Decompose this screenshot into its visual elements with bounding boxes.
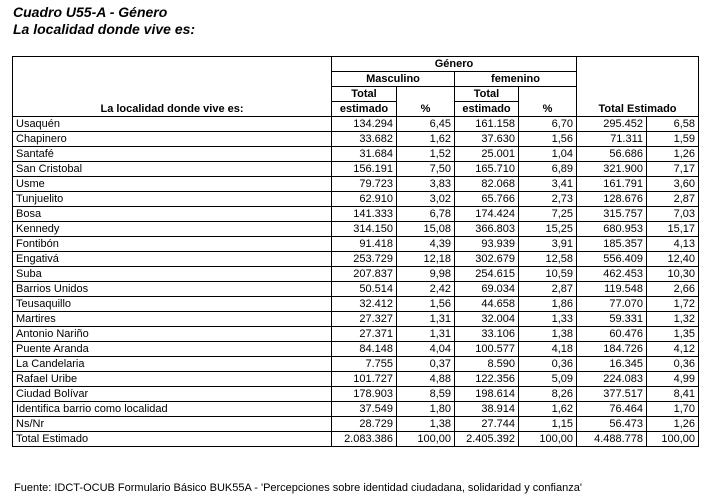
masc-pct-cell: 1,80 bbox=[397, 402, 455, 417]
locality-cell: Antonio Nariño bbox=[13, 327, 332, 342]
total-pct-cell: 12,40 bbox=[647, 252, 699, 267]
fem-pct-cell: 6,70 bbox=[519, 117, 577, 132]
masc-total-cell: 7.755 bbox=[332, 357, 397, 372]
fem-total-cell: 254.615 bbox=[455, 267, 519, 282]
total-pct-cell: 8,41 bbox=[647, 387, 699, 402]
fem-total-cell: 33.106 bbox=[455, 327, 519, 342]
total-pct-cell: 1,32 bbox=[647, 312, 699, 327]
table-row bbox=[13, 327, 699, 342]
fem-total-cell: 69.034 bbox=[455, 282, 519, 297]
masc-pct-cell: 1,62 bbox=[397, 132, 455, 147]
locality-cell: Teusaquillo bbox=[13, 297, 332, 312]
table-row bbox=[13, 237, 699, 252]
total-pct-cell: 1,26 bbox=[647, 417, 699, 432]
fem-pct-cell: 5,09 bbox=[519, 372, 577, 387]
total-pct-cell: 1,35 bbox=[647, 327, 699, 342]
masc-total-cell: 84.148 bbox=[332, 342, 397, 357]
fem-total-header-line1: Total bbox=[455, 87, 519, 102]
total-pct-cell: 1,59 bbox=[647, 132, 699, 147]
total-cell: 224.083 bbox=[577, 372, 647, 387]
masc-pct-cell: 4,88 bbox=[397, 372, 455, 387]
table-row bbox=[13, 282, 699, 297]
total-pct-cell: 4,99 bbox=[647, 372, 699, 387]
table-row bbox=[13, 147, 699, 162]
table-row bbox=[13, 207, 699, 222]
fem-pct-cell: 1,38 bbox=[519, 327, 577, 342]
total-pct-cell: 100,00 bbox=[647, 432, 699, 447]
fem-pct-cell: 1,86 bbox=[519, 297, 577, 312]
table-row bbox=[13, 342, 699, 357]
masc-pct-cell: 15,08 bbox=[397, 222, 455, 237]
masc-pct-cell: 1,56 bbox=[397, 297, 455, 312]
fem-total-cell: 122.356 bbox=[455, 372, 519, 387]
total-cell: 77.070 bbox=[577, 297, 647, 312]
masc-pct-cell: 1,31 bbox=[397, 327, 455, 342]
locality-cell: Total Estimado bbox=[13, 432, 332, 447]
total-cell: 76.464 bbox=[577, 402, 647, 417]
fem-total-cell: 366.803 bbox=[455, 222, 519, 237]
locality-cell: Bosa bbox=[13, 207, 332, 222]
total-cell: 556.409 bbox=[577, 252, 647, 267]
masc-total-cell: 50.514 bbox=[332, 282, 397, 297]
total-estimado-header: Total Estimado bbox=[577, 57, 699, 117]
data-table bbox=[12, 56, 699, 447]
table-row bbox=[13, 117, 699, 132]
total-cell: 56.686 bbox=[577, 147, 647, 162]
total-cell: 4.488.778 bbox=[577, 432, 647, 447]
total-cell: 377.517 bbox=[577, 387, 647, 402]
total-pct-cell: 15,17 bbox=[647, 222, 699, 237]
fem-total-cell: 100.577 bbox=[455, 342, 519, 357]
masc-total-cell: 79.723 bbox=[332, 177, 397, 192]
fem-total-cell: 198.614 bbox=[455, 387, 519, 402]
fem-pct-cell: 2,87 bbox=[519, 282, 577, 297]
table-row bbox=[13, 357, 699, 372]
fem-pct-cell: 4,18 bbox=[519, 342, 577, 357]
masc-total-cell: 314.150 bbox=[332, 222, 397, 237]
table-row bbox=[13, 177, 699, 192]
masc-pct-cell: 7,50 bbox=[397, 162, 455, 177]
fem-pct-cell: 1,56 bbox=[519, 132, 577, 147]
locality-cell: Usaquén bbox=[13, 117, 332, 132]
total-pct-cell: 2,87 bbox=[647, 192, 699, 207]
locality-cell: Puente Aranda bbox=[13, 342, 332, 357]
total-pct-cell: 0,36 bbox=[647, 357, 699, 372]
masc-total-cell: 134.294 bbox=[332, 117, 397, 132]
fem-pct-cell: 3,91 bbox=[519, 237, 577, 252]
fem-pct-cell: 1,04 bbox=[519, 147, 577, 162]
total-cell: 119.548 bbox=[577, 282, 647, 297]
total-pct-cell: 7,03 bbox=[647, 207, 699, 222]
table-row bbox=[13, 432, 699, 447]
total-cell: 184.726 bbox=[577, 342, 647, 357]
total-cell: 321.900 bbox=[577, 162, 647, 177]
fem-total-cell: 27.744 bbox=[455, 417, 519, 432]
total-pct-cell: 4,12 bbox=[647, 342, 699, 357]
fem-total-cell: 174.424 bbox=[455, 207, 519, 222]
fem-pct-cell: 10,59 bbox=[519, 267, 577, 282]
genero-header: Género bbox=[332, 57, 577, 72]
masc-total-cell: 27.371 bbox=[332, 327, 397, 342]
locality-cell: Suba bbox=[13, 267, 332, 282]
fem-pct-cell: 2,73 bbox=[519, 192, 577, 207]
total-cell: 315.757 bbox=[577, 207, 647, 222]
fem-total-cell: 93.939 bbox=[455, 237, 519, 252]
total-cell: 185.357 bbox=[577, 237, 647, 252]
fem-pct-cell: 3,41 bbox=[519, 177, 577, 192]
femenino-header: femenino bbox=[455, 72, 577, 87]
total-cell: 680.953 bbox=[577, 222, 647, 237]
masc-pct-cell: 0,37 bbox=[397, 357, 455, 372]
masc-pct-cell: 1,38 bbox=[397, 417, 455, 432]
fem-total-header-line2: estimado bbox=[455, 102, 519, 117]
locality-cell: Rafael Uribe bbox=[13, 372, 332, 387]
masc-pct-cell: 12,18 bbox=[397, 252, 455, 267]
masc-total-cell: 178.903 bbox=[332, 387, 397, 402]
masc-pct-cell: 3,02 bbox=[397, 192, 455, 207]
table-row bbox=[13, 372, 699, 387]
total-pct-cell: 4,13 bbox=[647, 237, 699, 252]
fem-pct-cell: 1,33 bbox=[519, 312, 577, 327]
fem-total-cell: 38.914 bbox=[455, 402, 519, 417]
fem-pct-cell: 15,25 bbox=[519, 222, 577, 237]
table-row bbox=[13, 402, 699, 417]
locality-cell: Kennedy bbox=[13, 222, 332, 237]
fem-total-cell: 25.001 bbox=[455, 147, 519, 162]
table-body bbox=[13, 117, 699, 447]
fem-pct-cell: 1,62 bbox=[519, 402, 577, 417]
locality-cell: Ciudad Bolívar bbox=[13, 387, 332, 402]
locality-cell: Chapinero bbox=[13, 132, 332, 147]
fem-pct-cell: 1,15 bbox=[519, 417, 577, 432]
locality-cell: Fontibón bbox=[13, 237, 332, 252]
fem-pct-cell: 8,26 bbox=[519, 387, 577, 402]
masc-total-cell: 91.418 bbox=[332, 237, 397, 252]
masc-pct-cell: 3,83 bbox=[397, 177, 455, 192]
locality-cell: Usme bbox=[13, 177, 332, 192]
masc-pct-cell: 4,39 bbox=[397, 237, 455, 252]
fem-pct-cell: 6,89 bbox=[519, 162, 577, 177]
locality-cell: San Cristobal bbox=[13, 162, 332, 177]
locality-cell: Santafé bbox=[13, 147, 332, 162]
masc-total-cell: 207.837 bbox=[332, 267, 397, 282]
fem-total-cell: 8.590 bbox=[455, 357, 519, 372]
masc-total-header-line1: Total bbox=[332, 87, 397, 102]
masc-total-cell: 62.910 bbox=[332, 192, 397, 207]
masc-total-cell: 253.729 bbox=[332, 252, 397, 267]
masc-total-cell: 28.729 bbox=[332, 417, 397, 432]
total-pct-cell: 2,66 bbox=[647, 282, 699, 297]
total-cell: 295.452 bbox=[577, 117, 647, 132]
table-title: Cuadro U55-A - Género bbox=[13, 4, 168, 20]
masc-pct-cell: 6,78 bbox=[397, 207, 455, 222]
table-row bbox=[13, 162, 699, 177]
source-note: Fuente: IDCT-OCUB Formulario Básico BUK55A - 'Percepciones sobre identidad ciudadana, solidaridad y confianza' bbox=[14, 482, 582, 494]
masc-total-cell: 32.412 bbox=[332, 297, 397, 312]
masc-pct-header: % bbox=[397, 87, 455, 117]
masc-pct-cell: 100,00 bbox=[397, 432, 455, 447]
fem-pct-cell: 7,25 bbox=[519, 207, 577, 222]
locality-cell: Identifica barrio como localidad bbox=[13, 402, 332, 417]
fem-pct-cell: 12,58 bbox=[519, 252, 577, 267]
table-row bbox=[13, 132, 699, 147]
table-row bbox=[13, 222, 699, 237]
fem-total-cell: 2.405.392 bbox=[455, 432, 519, 447]
total-cell: 462.453 bbox=[577, 267, 647, 282]
total-cell: 56.473 bbox=[577, 417, 647, 432]
fem-total-cell: 65.766 bbox=[455, 192, 519, 207]
masc-pct-cell: 4,04 bbox=[397, 342, 455, 357]
fem-pct-cell: 100,00 bbox=[519, 432, 577, 447]
total-cell: 16.345 bbox=[577, 357, 647, 372]
masc-pct-cell: 6,45 bbox=[397, 117, 455, 132]
fem-total-cell: 82.068 bbox=[455, 177, 519, 192]
table-row bbox=[13, 417, 699, 432]
locality-cell: Tunjuelito bbox=[13, 192, 332, 207]
masc-total-cell: 101.727 bbox=[332, 372, 397, 387]
masc-pct-cell: 1,31 bbox=[397, 312, 455, 327]
total-pct-cell: 6,58 bbox=[647, 117, 699, 132]
total-pct-cell: 7,17 bbox=[647, 162, 699, 177]
masc-total-cell: 27.327 bbox=[332, 312, 397, 327]
row-label-header: La localidad donde vive es: bbox=[13, 57, 332, 117]
total-cell: 128.676 bbox=[577, 192, 647, 207]
total-pct-cell: 1,26 bbox=[647, 147, 699, 162]
masculino-header: Masculino bbox=[332, 72, 455, 87]
table-row bbox=[13, 267, 699, 282]
masc-total-cell: 156.191 bbox=[332, 162, 397, 177]
total-pct-cell: 10,30 bbox=[647, 267, 699, 282]
table-row bbox=[13, 312, 699, 327]
total-cell: 59.331 bbox=[577, 312, 647, 327]
fem-total-cell: 37.630 bbox=[455, 132, 519, 147]
masc-pct-cell: 1,52 bbox=[397, 147, 455, 162]
masc-pct-cell: 9,98 bbox=[397, 267, 455, 282]
locality-cell: Engativá bbox=[13, 252, 332, 267]
table-row bbox=[13, 297, 699, 312]
masc-total-cell: 37.549 bbox=[332, 402, 397, 417]
locality-cell: Ns/Nr bbox=[13, 417, 332, 432]
table-subtitle: La localidad donde vive es: bbox=[13, 21, 196, 37]
fem-pct-cell: 0,36 bbox=[519, 357, 577, 372]
masc-pct-cell: 2,42 bbox=[397, 282, 455, 297]
masc-total-cell: 31.684 bbox=[332, 147, 397, 162]
fem-total-cell: 161.158 bbox=[455, 117, 519, 132]
total-cell: 161.791 bbox=[577, 177, 647, 192]
total-cell: 71.311 bbox=[577, 132, 647, 147]
total-pct-cell: 3,60 bbox=[647, 177, 699, 192]
masc-total-cell: 141.333 bbox=[332, 207, 397, 222]
masc-pct-cell: 8,59 bbox=[397, 387, 455, 402]
fem-pct-header: % bbox=[519, 87, 577, 117]
table-row bbox=[13, 387, 699, 402]
total-cell: 60.476 bbox=[577, 327, 647, 342]
masc-total-cell: 33.682 bbox=[332, 132, 397, 147]
locality-cell: Martires bbox=[13, 312, 332, 327]
fem-total-cell: 44.658 bbox=[455, 297, 519, 312]
fem-total-cell: 32.004 bbox=[455, 312, 519, 327]
masc-total-header-line2: estimado bbox=[332, 102, 397, 117]
locality-cell: La Candelaria bbox=[13, 357, 332, 372]
table-row bbox=[13, 252, 699, 267]
total-pct-cell: 1,70 bbox=[647, 402, 699, 417]
masc-total-cell: 2.083.386 bbox=[332, 432, 397, 447]
total-pct-cell: 1,72 bbox=[647, 297, 699, 312]
table-row bbox=[13, 192, 699, 207]
locality-cell: Barrios Unidos bbox=[13, 282, 332, 297]
fem-total-cell: 165.710 bbox=[455, 162, 519, 177]
fem-total-cell: 302.679 bbox=[455, 252, 519, 267]
